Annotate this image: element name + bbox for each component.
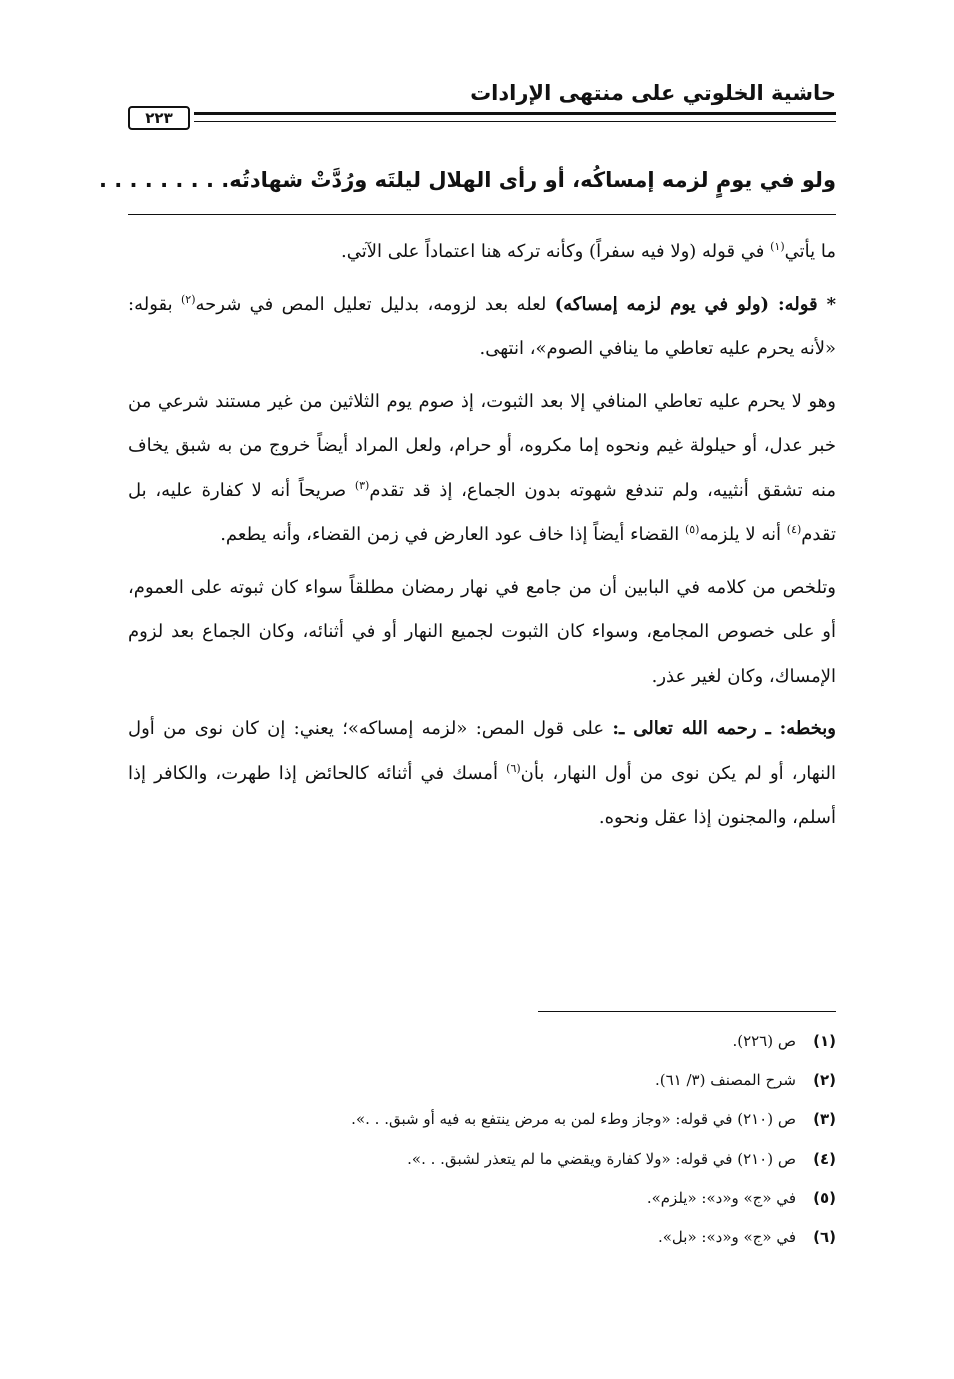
paragraph-2: * قوله: (ولو في يوم لزمه إمساكه) لعله بعد لزومه، بدليل تعليل المص في شرحه$^{(٢)}$ بقوله: «لأنه يحرم عليه تعاطي ما ينافي الصوم»، انتهى. bbox=[128, 292, 837, 359]
star-marker: * bbox=[817, 293, 837, 315]
footnotes bbox=[128, 1022, 836, 1257]
footnote-text: شرح المصنف (٣/ ٦١). bbox=[654, 1071, 796, 1090]
footnote-ref-1[interactable]: (١) bbox=[770, 240, 785, 253]
paragraph-1: ما يأتي$^{(١)}$ في قوله (ولا فيه سفراً) وكأنه تركه هنا اعتماداً على الآتي. bbox=[340, 240, 836, 262]
footnote-text: في «ج» و«د»: «بل». bbox=[657, 1228, 796, 1247]
footnote-item bbox=[128, 1140, 836, 1179]
running-title: حاشية الخلوتي على منتهى الإرادات bbox=[470, 81, 836, 105]
page-header bbox=[128, 78, 836, 128]
quoted-heading: قوله: (ولو في يوم لزمه إمساكه) bbox=[554, 293, 818, 315]
footnote-item bbox=[128, 1218, 836, 1257]
footnote-item bbox=[128, 1061, 836, 1100]
footnote-number: (٤) bbox=[813, 1149, 836, 1168]
footnote-number: (٣) bbox=[813, 1110, 836, 1129]
footnote-ref-3[interactable]: (٣) bbox=[354, 478, 370, 492]
footnote-number: (١) bbox=[813, 1032, 836, 1050]
footnote-text: ص (٢١٠) في قوله: «ولا كفارة ويقضي ما لم يتعذر لشبق. . .». bbox=[407, 1149, 796, 1168]
footnote-text: في «ج» و«د»: «يلزم». bbox=[646, 1188, 796, 1207]
footnote-number: (٦) bbox=[813, 1228, 836, 1247]
footnote-ref-2[interactable]: (٢) bbox=[181, 292, 196, 306]
footnote-item bbox=[128, 1022, 836, 1061]
matn-line: ولو في يومٍ لزمه إمساكُه، أو رأى الهلال ليلتَه ورُدَّتْ شهادتُه. . . . . . . . . bbox=[98, 168, 836, 192]
paragraph-4: وتلخص من كلامه في البابين أن من جامع في نهار رمضان مطلقاً سواء كان ثبوته على العموم، أو على خصوص المجامع، وسواء كان الثبوت لجميع النهار أو في أثنائه، وكان الجماع بعد لزوم الإمساك، وكان لغير عذر. bbox=[128, 576, 836, 687]
footnote-ref-4[interactable]: (٤) bbox=[786, 523, 802, 536]
paragraph-3: وهو لا يحرم عليه تعاطي المنافي إلا بعد الثبوت، إذ صوم يوم الثلاثين من غير مستند شرعي من خبر عدل، أو حيلولة غيم ونحوه إما مكروه، أو حرام، ولعل المراد أيضاً خروج من به شبق يخاف منه تشقق أنثييه، ولم تندفع شهوته بدون الجماع، إذ قد تقدم$^{(٣)}$ صريحاً أنه لا كفارة عليه، بل تقدم$^{(٤)}$ أنه لا يلزمه$^{(٥)}$ القضاء أيضاً إذا خاف عود العارض في زمن القضاء، وأنه يطعم. bbox=[128, 390, 836, 545]
footnote-number: (٢) bbox=[813, 1071, 836, 1090]
quoted-heading: وبخطه: ـ رحمه الله تعالى ـ: bbox=[612, 718, 836, 739]
page-number: ٢٢٣ bbox=[128, 106, 190, 130]
footnote-text: ص (٢١٠) في قوله: «وجاز وطء لمن به مرض ينتفع به فيه أو شبق. . .». bbox=[351, 1110, 796, 1129]
header-rule bbox=[194, 112, 836, 122]
footnote-number: (٥) bbox=[813, 1188, 836, 1207]
footnote-ref-5[interactable]: (٥) bbox=[684, 523, 700, 536]
footnote-item bbox=[128, 1179, 836, 1218]
paragraph-5: وبخطه: ـ رحمه الله تعالى ـ: على قول المص: «لزمه إمساكه»؛ يعني: إن كان نوى من أول النهار، أو لم يكن نوى من أول النهار، بأن$^{(٦)}$ أمسك في أثنائه كالحائض إذا طهرت، والكافر إذا أسلم، والمجنون إذا عقل ونحوه. bbox=[128, 718, 836, 828]
matn-divider bbox=[128, 214, 836, 215]
footnote-text: ص (٢٢٦). bbox=[732, 1032, 796, 1050]
footnote-item bbox=[128, 1100, 836, 1139]
commentary-body bbox=[128, 230, 836, 841]
footnote-divider bbox=[538, 1011, 836, 1012]
footnote-ref-6[interactable]: (٦) bbox=[506, 761, 521, 775]
